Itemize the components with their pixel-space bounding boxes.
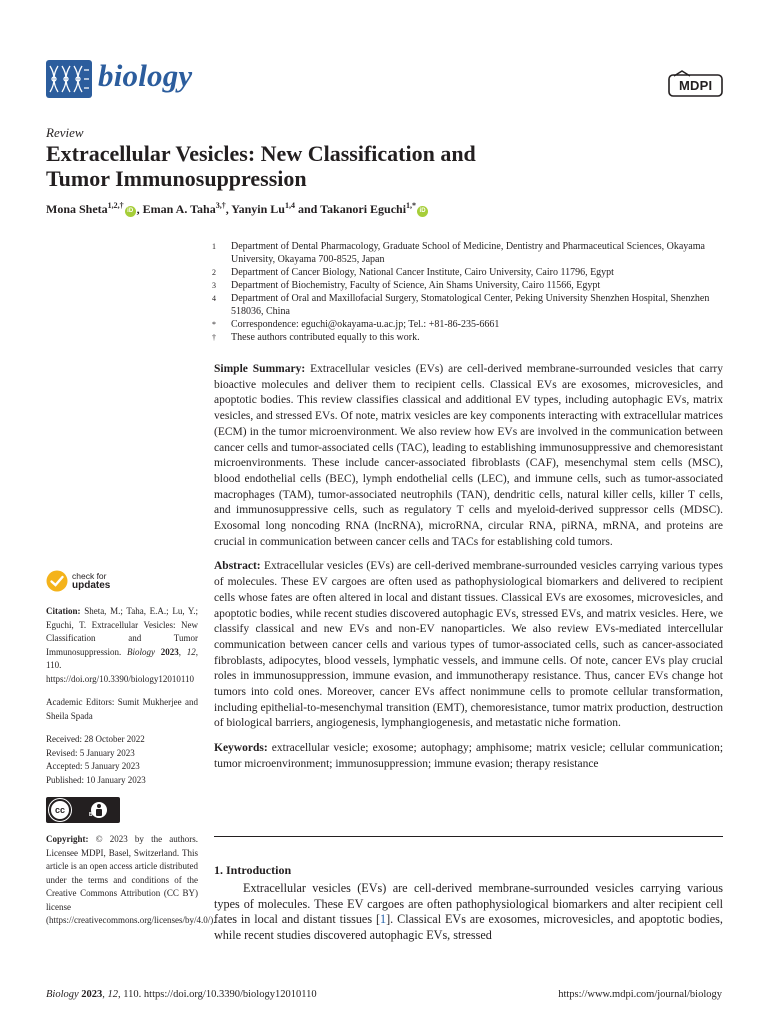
affiliation-text: These authors contributed equally to this work. bbox=[231, 332, 420, 343]
check-line-2: updates bbox=[72, 580, 111, 591]
affiliation-item bbox=[212, 266, 732, 279]
citation-link[interactable]: 1 bbox=[380, 912, 387, 927]
main-column bbox=[214, 362, 723, 782]
keywords-text: extracellular vesicle; exosome; autophagy; amphisome; matrix vesicle; cellular communication; tumor microenvironment; immunosuppression; immune evasion; therapy resistance bbox=[214, 742, 724, 770]
footer-journal: Biology bbox=[46, 989, 79, 1000]
simple-summary-label: Simple Summary: bbox=[214, 363, 306, 375]
affiliation-text: Correspondence: eguchi@okayama-u.ac.jp; Tel.: +81-86-235-6661 bbox=[231, 319, 500, 330]
keywords-label: Keywords: bbox=[214, 742, 268, 755]
footer-citation: Biology 2023, 12, 110. https://doi.org/10.3390/biology12010110 bbox=[46, 989, 317, 1000]
academic-editors: Academic Editors: Sumit Mukherjee and Sheila Spada bbox=[46, 697, 198, 721]
intro-paragraph bbox=[214, 881, 723, 944]
author-name: Mona Sheta bbox=[46, 202, 108, 216]
affiliation-text: Department of Cancer Biology, National Cancer Institute, Cairo University, Cairo 11796, Egypt bbox=[231, 267, 614, 278]
cc-by-label: BY bbox=[89, 811, 96, 818]
author-list bbox=[46, 201, 429, 217]
author-affiliation-marker: 1,2,† bbox=[107, 201, 124, 210]
affiliations bbox=[212, 240, 732, 344]
citation-journal: Biology bbox=[127, 646, 155, 657]
affiliation-item bbox=[212, 240, 732, 266]
author-separator: , bbox=[136, 202, 143, 216]
orcid-icon[interactable]: iD bbox=[417, 206, 428, 217]
citation-block: Citation: Sheta, M.; Taha, E.A.; Lu, Y.; Eguchi, T. Extracellular Vesicles: New Classification and Tumor Immunosuppression. Biology 2023, 12, 110. https://doi.org/10.3390/biology12010110 bbox=[46, 606, 199, 684]
title-line-2: Tumor Immunosuppression bbox=[46, 166, 307, 191]
affiliation-marker: * bbox=[212, 320, 216, 329]
footer-journal-url[interactable]: https://www.mdpi.com/journal/biology bbox=[558, 989, 722, 1000]
check-line-1: check for bbox=[72, 571, 107, 581]
article-title bbox=[46, 141, 606, 191]
journal-name: biology bbox=[98, 58, 193, 93]
publisher-name: MDPI bbox=[679, 78, 713, 93]
affiliation-item bbox=[212, 318, 732, 331]
citation-volume: 12 bbox=[186, 646, 196, 657]
abstract-label: Abstract: bbox=[214, 560, 261, 573]
simple-summary-text: Extracellular vesicles (EVs) are cell-derived membrane-surrounded vesicles that carry bioactive molecules and deliver them to recipient cells. Classical EVs are exosomes, microvesicles, and apoptotic bodies. This review classifies classical and additional EV types, including autophagic EVs, matrix vesicles, and stressed EVs. Of note, matrix vesicles are key components interacting with extracellular matrices (ECM) in the tumor microenvironment. We also review how EVs are involved in the communication between cancer cells and tumor-associated cells (TAC), leading to establishing immunosuppressive and chemoresistant microenvironments. These include cancer-associated fibroblasts (CAF), mesenchymal stem cells (MSC), blood endothelial cells (BEC), lymph endothelial cells (LEC), and immune cells, such as tumor-associated macrophages (TAM), tumor-associated neutrophils (TAN), dendritic cells, natural killer cells, killer T cells, and immunosuppressive cells, such as regulatory T cells and myeloid-derived suppressor cells (MDSC). Exosomal long noncoding RNA (lncRNA), microRNA, circular RNA, piRNA, mRNA, and proteins are crucial in communication between cancer cells and TACs for establishing cold tumors. bbox=[214, 363, 723, 548]
affiliation-marker: 3 bbox=[212, 281, 216, 290]
footer-doi[interactable]: , 110. https://doi.org/10.3390/biology12010110 bbox=[118, 989, 317, 1000]
simple-summary bbox=[214, 362, 723, 550]
affiliation-text: Department of Biochemistry, Faculty of Science, Ain Shams University, Cairo 11566, Egypt bbox=[231, 280, 601, 291]
author-name: Takanori Eguchi bbox=[320, 202, 407, 216]
check-updates-icon bbox=[46, 570, 68, 592]
author-name: Yanyin Lu bbox=[231, 202, 285, 216]
affiliation-item bbox=[212, 292, 732, 318]
copyright-label: Copyright: bbox=[46, 834, 89, 844]
abstract-text: Extracellular vesicles (EVs) are cell-derived membrane-surrounded vesicles carrying various types of molecules. These EV cargoes are often used as pathophysiological biomarkers and delivered to recipient cells whose fates are often altered in local and distant tissues. Classical EVs are exosomes, microvesicles, and apoptotic bodies, while recent studies discovered autophagic EVs, stressed EVs, and matrix vesicles. Here, we classify classical and new EVs and non-EV nanoparticles. We also review EVs-mediated intercellular communication between cancer cells and various types of tumor-associated cells, such as cancer-associated fibroblasts, adipocytes, blood vessels, lymphatic vessels, and immune cells. Of note, cancer EVs play crucial roles in immunosuppression, immune evasion, and immunotherapy resistance. Thus, cancer EVs change hot tumors into cold ones. Moreover, cancer EVs affect nonimmune cells to promote cellular transformation, including epithelial-to-mesenchymal transition (EMT), chemoresistance, tumor matrix production, destruction of biological barriers, angiogenesis, lymphangiogenesis, and metastatic niche formation. bbox=[214, 560, 723, 730]
affiliation-marker: 2 bbox=[212, 268, 216, 277]
dates-block bbox=[46, 733, 198, 787]
received-date: Received: 28 October 2022 bbox=[46, 734, 145, 744]
journal-logo-icon bbox=[46, 60, 92, 98]
cc-icon: cc bbox=[49, 799, 71, 821]
author-name: Eman A. Taha bbox=[142, 202, 216, 216]
citation-label: Citation: bbox=[46, 606, 81, 616]
citation-doi[interactable]: , 110. https://doi.org/10.3390/biology12010110 bbox=[46, 646, 198, 684]
footer-year: 2023 bbox=[81, 989, 103, 1000]
affiliation-text: Department of Dental Pharmacology, Graduate School of Medicine, Dentistry and Pharmaceutical Sciences, Okayama University, Okayama 700-8525, Japan bbox=[231, 241, 705, 265]
title-line-1: Extracellular Vesicles: New Classification and bbox=[46, 141, 476, 166]
accepted-date: Accepted: 5 January 2023 bbox=[46, 761, 140, 771]
published-date: Published: 10 January 2023 bbox=[46, 774, 146, 785]
revised-date: Revised: 5 January 2023 bbox=[46, 747, 135, 758]
author-affiliation-marker: 3,† bbox=[215, 201, 226, 210]
keywords bbox=[214, 741, 723, 772]
author-separator: , bbox=[225, 202, 232, 216]
footer-volume: 12 bbox=[107, 989, 119, 1000]
affiliation-text: Department of Oral and Maxillofacial Surgery, Stomatological Center, Peking University Shenzhen Hospital, Shenzhen 518036, China bbox=[231, 293, 710, 317]
cc-license-badge[interactable] bbox=[46, 797, 120, 823]
copyright-block bbox=[46, 833, 216, 928]
sidebar bbox=[46, 570, 216, 928]
check-for-updates-button[interactable] bbox=[46, 570, 198, 592]
article-type: Review bbox=[46, 125, 84, 140]
affiliation-marker: † bbox=[212, 333, 216, 342]
section-divider bbox=[214, 836, 723, 837]
orcid-icon[interactable]: iD bbox=[125, 206, 136, 217]
affiliation-item bbox=[212, 279, 732, 292]
author-separator: and bbox=[294, 202, 321, 216]
author-affiliation-marker: 1,* bbox=[406, 201, 417, 210]
intro-text-b: ]. Classical EVs are exosomes, microvesicles, and apoptotic bodies, while recent studies discovered autophagic EVs, stressed bbox=[214, 912, 723, 943]
affiliation-marker: 4 bbox=[212, 294, 216, 303]
affiliation-marker: 1 bbox=[212, 242, 216, 251]
abstract bbox=[214, 559, 723, 732]
citation-year: 2023 bbox=[160, 646, 179, 657]
copyright-text: © 2023 by the authors. Licensee MDPI, Basel, Switzerland. This article is an open access article distributed under the terms and conditions of the Creative Commons Attribution (CC BY) license (https://creativecommons.org/licenses/by/4.0/). bbox=[46, 834, 216, 925]
author-affiliation-marker: 1,4 bbox=[284, 201, 295, 210]
affiliation-item bbox=[212, 331, 732, 344]
intro-text-a: Extracellular vesicles (EVs) are cell-derived membrane-surrounded vesicles carrying various types of molecules. These EV cargoes are often pathophysiological biomarkers and alter recipient cell fates in local and distant tissues [ bbox=[214, 881, 723, 927]
intro-heading: 1. Introduction bbox=[214, 863, 292, 877]
citation-text: Sheta, M.; Taha, E.A.; Lu, Y.; Eguchi, T. Extracellular Vesicles: New Classification and Tumor Immunosuppression. bbox=[46, 606, 199, 657]
